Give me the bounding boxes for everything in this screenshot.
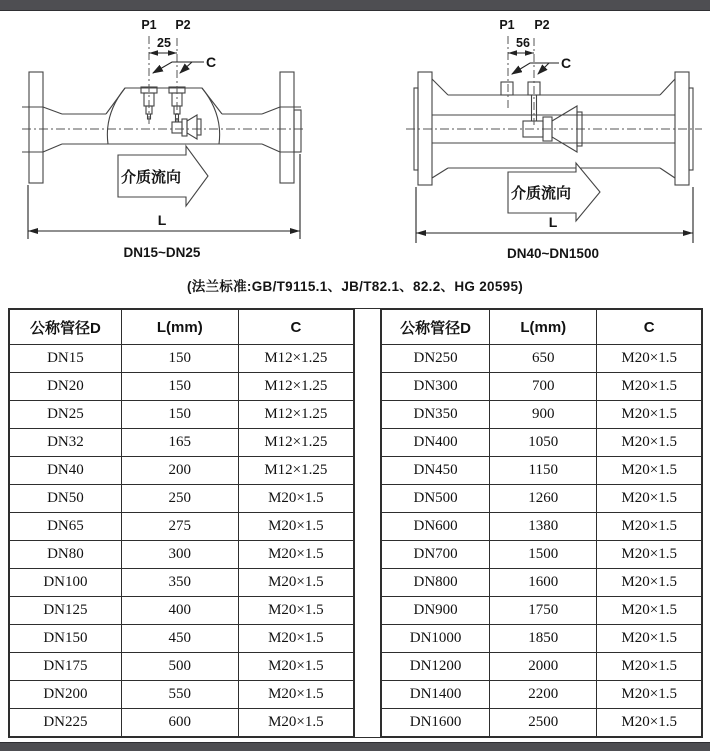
spec-cell: M20×1.5 <box>597 401 702 429</box>
spec-cell: M20×1.5 <box>238 597 353 625</box>
spec-cell: 1500 <box>490 541 597 569</box>
spec-cell: M20×1.5 <box>597 429 702 457</box>
spec-cell: DN80 <box>10 541 122 569</box>
spec-row <box>382 597 702 625</box>
column-header: 公称管径D <box>382 310 490 345</box>
drawing-dn40-dn1500 <box>406 36 702 243</box>
spec-cell: M20×1.5 <box>597 457 702 485</box>
spec-row <box>382 569 702 597</box>
spec-cell: M20×1.5 <box>238 681 353 709</box>
spec-cell: M20×1.5 <box>597 513 702 541</box>
spec-cell: DN200 <box>10 681 122 709</box>
spec-cell: M20×1.5 <box>597 681 702 709</box>
spec-row <box>10 709 354 737</box>
spec-cell: DN350 <box>382 401 490 429</box>
thread-label-left: C <box>205 54 217 70</box>
spec-row <box>382 429 702 457</box>
thread-leader-lines <box>153 62 204 73</box>
spec-cell: M12×1.25 <box>238 401 353 429</box>
spec-cell: DN400 <box>382 429 490 457</box>
spec-cell: 1150 <box>490 457 597 485</box>
spec-row <box>10 429 354 457</box>
spec-cell: 250 <box>121 485 238 513</box>
spec-cell: DN1600 <box>382 709 490 737</box>
spec-row <box>382 485 702 513</box>
spec-cell: DN15 <box>10 345 122 373</box>
spec-cell: M20×1.5 <box>597 373 702 401</box>
spec-cell: 700 <box>490 373 597 401</box>
spec-cell: M12×1.25 <box>238 345 353 373</box>
spec-row <box>382 513 702 541</box>
spec-cell: DN125 <box>10 597 122 625</box>
hub-plate <box>294 110 301 152</box>
spec-cell: 1850 <box>490 625 597 653</box>
spec-row <box>382 709 702 737</box>
spec-cell: DN250 <box>382 345 490 373</box>
column-header: C <box>597 310 702 345</box>
spec-cell: DN1400 <box>382 681 490 709</box>
spec-cell: M12×1.25 <box>238 457 353 485</box>
spec-row <box>10 625 354 653</box>
column-header: L(mm) <box>121 310 238 345</box>
spec-row <box>10 569 354 597</box>
spec-table-left <box>9 309 354 737</box>
spec-row <box>10 485 354 513</box>
caption-right: DN40~DN1500 <box>507 246 599 261</box>
spec-cell: DN40 <box>10 457 122 485</box>
spec-row <box>10 457 354 485</box>
spec-cell: DN175 <box>10 653 122 681</box>
spec-cell: M20×1.5 <box>597 625 702 653</box>
spec-cell: 2200 <box>490 681 597 709</box>
spec-cell: DN20 <box>10 373 122 401</box>
spec-row <box>382 345 702 373</box>
header-row <box>10 310 354 345</box>
column-header: C <box>238 310 353 345</box>
spec-cell: M20×1.5 <box>238 709 353 737</box>
spec-row <box>10 541 354 569</box>
column-header: 公称管径D <box>10 310 122 345</box>
p1-label-right: P1 <box>499 18 515 32</box>
caption-left: DN15~DN25 <box>123 245 201 260</box>
spec-cell: DN32 <box>10 429 122 457</box>
flow-text-left: 介质流向 <box>120 169 182 186</box>
spec-row <box>382 653 702 681</box>
spec-cell: DN100 <box>10 569 122 597</box>
spec-cell: DN1200 <box>382 653 490 681</box>
right-flange <box>280 72 294 183</box>
spec-cell: DN1000 <box>382 625 490 653</box>
spec-cell: M20×1.5 <box>238 625 353 653</box>
spec-cell: 150 <box>121 401 238 429</box>
spec-cell: 900 <box>490 401 597 429</box>
spec-cell: 150 <box>121 373 238 401</box>
spec-cell: DN50 <box>10 485 122 513</box>
column-header: L(mm) <box>490 310 597 345</box>
tap-spacing-value-left: 25 <box>157 36 171 50</box>
p2-label-right: P2 <box>534 18 550 32</box>
drawing-dn15-dn25 <box>22 36 306 239</box>
spec-cell: M12×1.25 <box>238 373 353 401</box>
spec-cell: 400 <box>121 597 238 625</box>
spec-cell: 500 <box>121 653 238 681</box>
spec-cell: 1260 <box>490 485 597 513</box>
p2-label-left: P2 <box>175 18 191 32</box>
spec-row <box>382 373 702 401</box>
spec-cell: M20×1.5 <box>597 345 702 373</box>
dimension-table <box>8 308 703 738</box>
tap-spacing-value-right: 56 <box>516 36 530 50</box>
spec-cell: 1600 <box>490 569 597 597</box>
spec-cell: M20×1.5 <box>597 485 702 513</box>
spec-cell: M20×1.5 <box>597 569 702 597</box>
flange-standard-note: (法兰标准:GB/T9115.1、JB/T82.1、82.2、HG 20595) <box>186 279 524 294</box>
header-row <box>382 310 702 345</box>
spec-cell: 550 <box>121 681 238 709</box>
spec-row <box>382 401 702 429</box>
spec-cell: M20×1.5 <box>238 541 353 569</box>
spec-cell: DN700 <box>382 541 490 569</box>
p1-label-left: P1 <box>141 18 157 32</box>
spec-row <box>10 345 354 373</box>
spec-row <box>382 541 702 569</box>
spec-row <box>382 457 702 485</box>
spec-table-right <box>381 309 702 737</box>
spec-cell: DN225 <box>10 709 122 737</box>
spec-cell: M20×1.5 <box>597 709 702 737</box>
spec-cell: 2000 <box>490 653 597 681</box>
spec-cell: 165 <box>121 429 238 457</box>
length-label-left: L <box>157 212 167 228</box>
spec-cell: 600 <box>121 709 238 737</box>
spec-cell: M20×1.5 <box>597 653 702 681</box>
spec-cell: DN600 <box>382 513 490 541</box>
thread-leader-lines <box>512 63 559 74</box>
spec-cell: 1050 <box>490 429 597 457</box>
spec-cell: 1750 <box>490 597 597 625</box>
spec-cell: 350 <box>121 569 238 597</box>
spec-cell: M20×1.5 <box>597 541 702 569</box>
spec-cell: DN500 <box>382 485 490 513</box>
spec-row <box>382 681 702 709</box>
spec-row <box>382 625 702 653</box>
tap-spacing-dimension <box>508 50 534 56</box>
spec-cell: M20×1.5 <box>238 513 353 541</box>
spec-cell: DN900 <box>382 597 490 625</box>
left-flange <box>29 72 43 183</box>
spec-cell: M20×1.5 <box>238 653 353 681</box>
spec-cell: DN25 <box>10 401 122 429</box>
spec-cell: M20×1.5 <box>597 597 702 625</box>
spec-cell: 275 <box>121 513 238 541</box>
length-label-right: L <box>548 214 558 230</box>
flow-text-right: 介质流向 <box>510 185 572 202</box>
spec-cell: 2500 <box>490 709 597 737</box>
spec-cell: 300 <box>121 541 238 569</box>
tap-spacing-dimension <box>149 50 177 56</box>
spec-cell: M20×1.5 <box>238 569 353 597</box>
spec-cell: 200 <box>121 457 238 485</box>
spec-cell: DN450 <box>382 457 490 485</box>
spec-cell: 150 <box>121 345 238 373</box>
spec-cell: DN300 <box>382 373 490 401</box>
spec-row <box>10 513 354 541</box>
spec-cell: 450 <box>121 625 238 653</box>
spec-cell: DN65 <box>10 513 122 541</box>
spec-cell: M12×1.25 <box>238 429 353 457</box>
table-gap-column <box>354 309 381 737</box>
thread-label-right: C <box>560 55 572 71</box>
spec-row <box>10 681 354 709</box>
spec-cell: M20×1.5 <box>238 485 353 513</box>
spec-row <box>10 373 354 401</box>
spec-row <box>10 653 354 681</box>
spec-cell: DN150 <box>10 625 122 653</box>
spec-cell: 1380 <box>490 513 597 541</box>
spec-cell: 650 <box>490 345 597 373</box>
spec-cell: DN800 <box>382 569 490 597</box>
spec-row <box>10 401 354 429</box>
technical-drawings <box>0 0 710 306</box>
spec-row <box>10 597 354 625</box>
pressure-tap-p1 <box>501 82 513 95</box>
